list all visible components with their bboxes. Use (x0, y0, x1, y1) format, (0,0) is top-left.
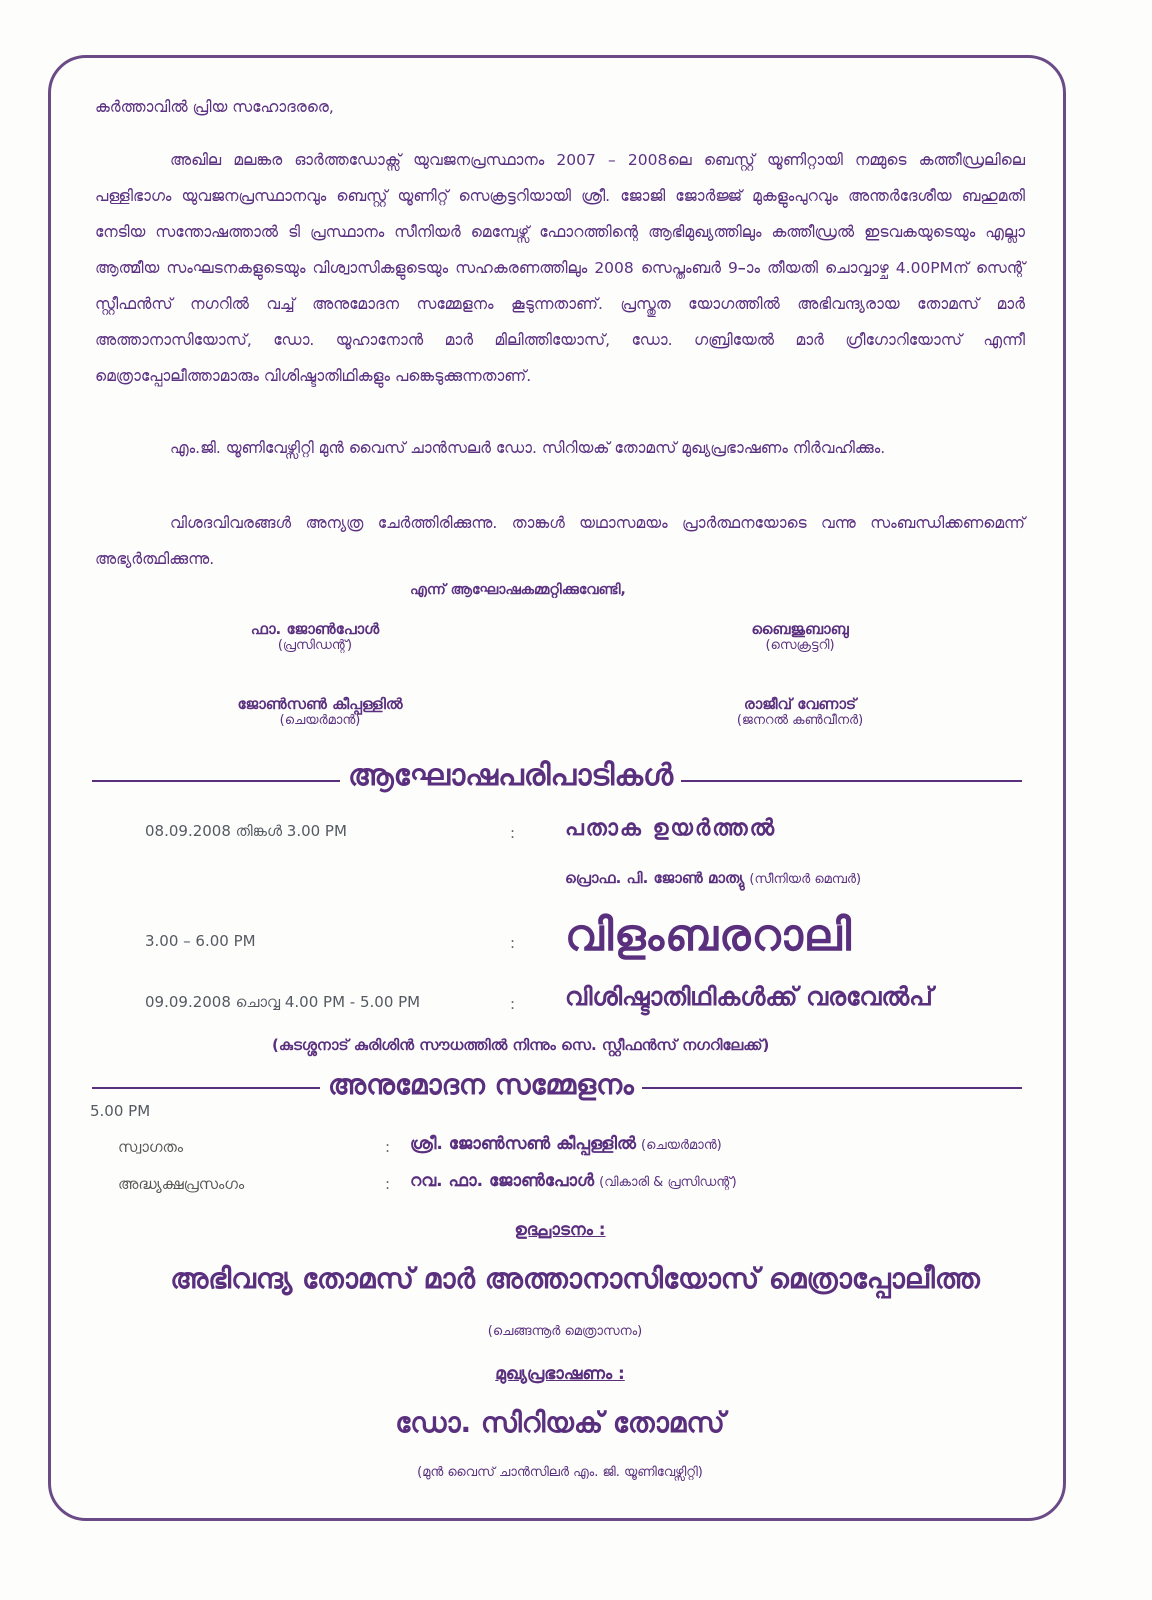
signatory-role: (ചെയർമാൻ) (279, 713, 361, 728)
agenda-speaker (410, 1134, 722, 1154)
inauguration-label: ഉദ്ഘാടനം : (514, 1220, 606, 1240)
keynote-label: മുഖ്യപ്രഭാഷണം : (495, 1364, 625, 1384)
signatory-role: (ജനറൽ കൺവീനർ) (736, 713, 864, 728)
signatory-name: ബൈജുബാബു (751, 620, 849, 638)
colon: : (385, 1175, 391, 1193)
inaugurator-role: (ചെങ്ങന്നൂർ മെത്രാസനം) (487, 1324, 643, 1339)
signatory-role: (പ്രസിഡന്റ്) (277, 638, 353, 653)
programme-heading-wrap (340, 758, 681, 793)
letter-paragraph-2: എം.ജി. യൂണിവേഴ്സിറ്റി മുൻ വൈസ് ചാൻസലർ ഡോ. സിറിയക് തോമസ് മുഖ്യപ്രഭാഷണം നിർവഹിക്കും. (170, 439, 886, 457)
event-note: (കുടശ്ശനാട് കുരിശിൻ സൗധത്തിൽ നിന്നും സെ. സ്റ്റീഫൻസ് നഗറിലേക്ക്) (272, 1036, 770, 1054)
event-title: വിശിഷ്ടാതിഥികൾക്ക് വരവേൽപ് (565, 982, 933, 1011)
colon: : (510, 934, 516, 952)
speaker-name: ശ്രീ. ജോൺസൺ കീപ്പള്ളിൽ (410, 1134, 636, 1154)
colon: : (510, 995, 516, 1013)
meeting-heading-wrap (320, 1068, 642, 1102)
event-time: 08.09.2008 തിങ്കൾ 3.00 PM (145, 822, 347, 840)
speaker-name: റവ. ഫാ. ജോൺപോൾ (410, 1171, 595, 1191)
sign-intro: എന്ന് ആഘോഷകമ്മറ്റിക്കുവേണ്ടി, (410, 582, 626, 598)
colon: : (385, 1138, 391, 1156)
colon: : (510, 824, 516, 842)
meeting-heading: അനുമോദന സമ്മേളനം (320, 1068, 642, 1101)
event-time: 3.00 – 6.00 PM (145, 932, 256, 950)
event-person (565, 868, 861, 887)
signatory-name: ഫാ. ജോൺപോൾ (250, 620, 380, 638)
signatory-name: ജോൺസൺ കീപ്പള്ളിൽ (237, 695, 403, 713)
signatory-convener (690, 695, 910, 728)
keynote-role: (മുൻ വൈസ് ചാൻസിലർ എം. ജി. യൂണിവേഴ്സിറ്റി) (417, 1465, 703, 1480)
event-time: 09.09.2008 ചൊവ്വ 4.00 PM - 5.00 PM (145, 993, 421, 1011)
signatory-chairman (200, 695, 440, 728)
person-role: (സീനിയർ മെമ്പർ) (749, 872, 862, 887)
letter-paragraph-1: അഖില മലങ്കര ഓർത്തഡോക്സ് യുവജനപ്രസ്ഥാനം 2007 – 2008ലെ ബെസ്റ്റ് യൂണിറ്റായി നമ്മുടെ കത്തീഡ്രലിലെ പള്ളിഭാഗം യുവജനപ്രസ്ഥാനവും ബെസ്റ്റ് യൂണിറ്റ് സെക്രട്ടറിയായി ശ്രീ. ജോജി ജോർജ്ജ് മുകളുംപുറവും അന്തർദേശീയ ബഹുമതി നേടിയ സന്തോഷത്താൽ ടി പ്രസ്ഥാനം സീനിയർ മെമ്പേഴ്സ് ഫോറത്തിന്റെ ആഭിമുഖ്യത്തിലും കത്തീഡ്രൽ ഇടവകയുടെയും എല്ലാ ആത്മീയ സംഘടനകളുടെയും വിശ്വാസികളുടെയും സഹകരണത്തിലും 2008 സെപ്തംബർ 9–ാം തീയതി ചൊവ്വാഴ്ച 4.00PMന് സെന്റ് സ്റ്റീഫൻസ് നഗറിൽ വച്ച് അനുമോദന സമ്മേളനം കൂടുന്നതാണ്. പ്രസ്തുത യോഗത്തിൽ അഭിവന്ദ്യരായ തോമസ് മാർ അത്താനാസിയോസ്, ഡോ. യൂഹാനോൻ മാർ മിലിത്തിയോസ്, ഡോ. ഗബ്രിയേൽ മാർ ഗ്രീഗോറിയോസ് എന്നീ മെത്രാപ്പോലീത്താമാരും വിശിഷ്ടാതിഥികളും പങ്കെടുക്കുന്നതാണ്. (95, 151, 1025, 385)
salutation: കർത്താവിൽ പ്രിയ സഹോദരരെ, (95, 98, 334, 116)
agenda-speaker (410, 1171, 737, 1191)
speaker-role: (വികാരി & പ്രസിഡന്റ്) (599, 1175, 737, 1190)
keynote-speaker: ഡോ. സിറിയക് തോമസ് (395, 1406, 725, 1439)
signatory-name: രാജീവ് വേണാട് (743, 695, 857, 713)
event-title-large: വിളംബരറാലി (565, 910, 853, 961)
speaker-role: (ചെയർമാൻ) (641, 1138, 722, 1153)
signatory-role: (സെക്രട്ടറി) (765, 638, 835, 653)
letter-paragraph-3: വിശദവിവരങ്ങൾ അന്യത്ര ചേർത്തിരിക്കുന്നു. താങ്കൾ യഥാസമയം പ്രാർത്ഥനയോടെ വന്നു സംബന്ധിക്കണമെന്ന് അഭ്യർത്ഥിക്കുന്നു. (95, 514, 1025, 568)
meeting-time: 5.00 PM (90, 1102, 151, 1120)
programme-heading: ആഘോഷപരിപാടികൾ (340, 758, 681, 793)
inaugurator-name: അഭിവന്ദ്യ തോമസ് മാർ അത്താനാസിയോസ് മെത്രാപ്പോലീത്ത (170, 1262, 980, 1295)
event-title: പതാക ഉയർത്തൽ (565, 816, 777, 841)
signatory-president (215, 620, 415, 653)
signatory-secretary (700, 620, 900, 653)
agenda-label: സ്വാഗതം (118, 1138, 184, 1156)
agenda-label: അദ്ധ്യക്ഷപ്രസംഗം (118, 1175, 245, 1193)
person-name: പ്രൊഫ. പി. ജോൺ മാത്യു (565, 869, 745, 887)
